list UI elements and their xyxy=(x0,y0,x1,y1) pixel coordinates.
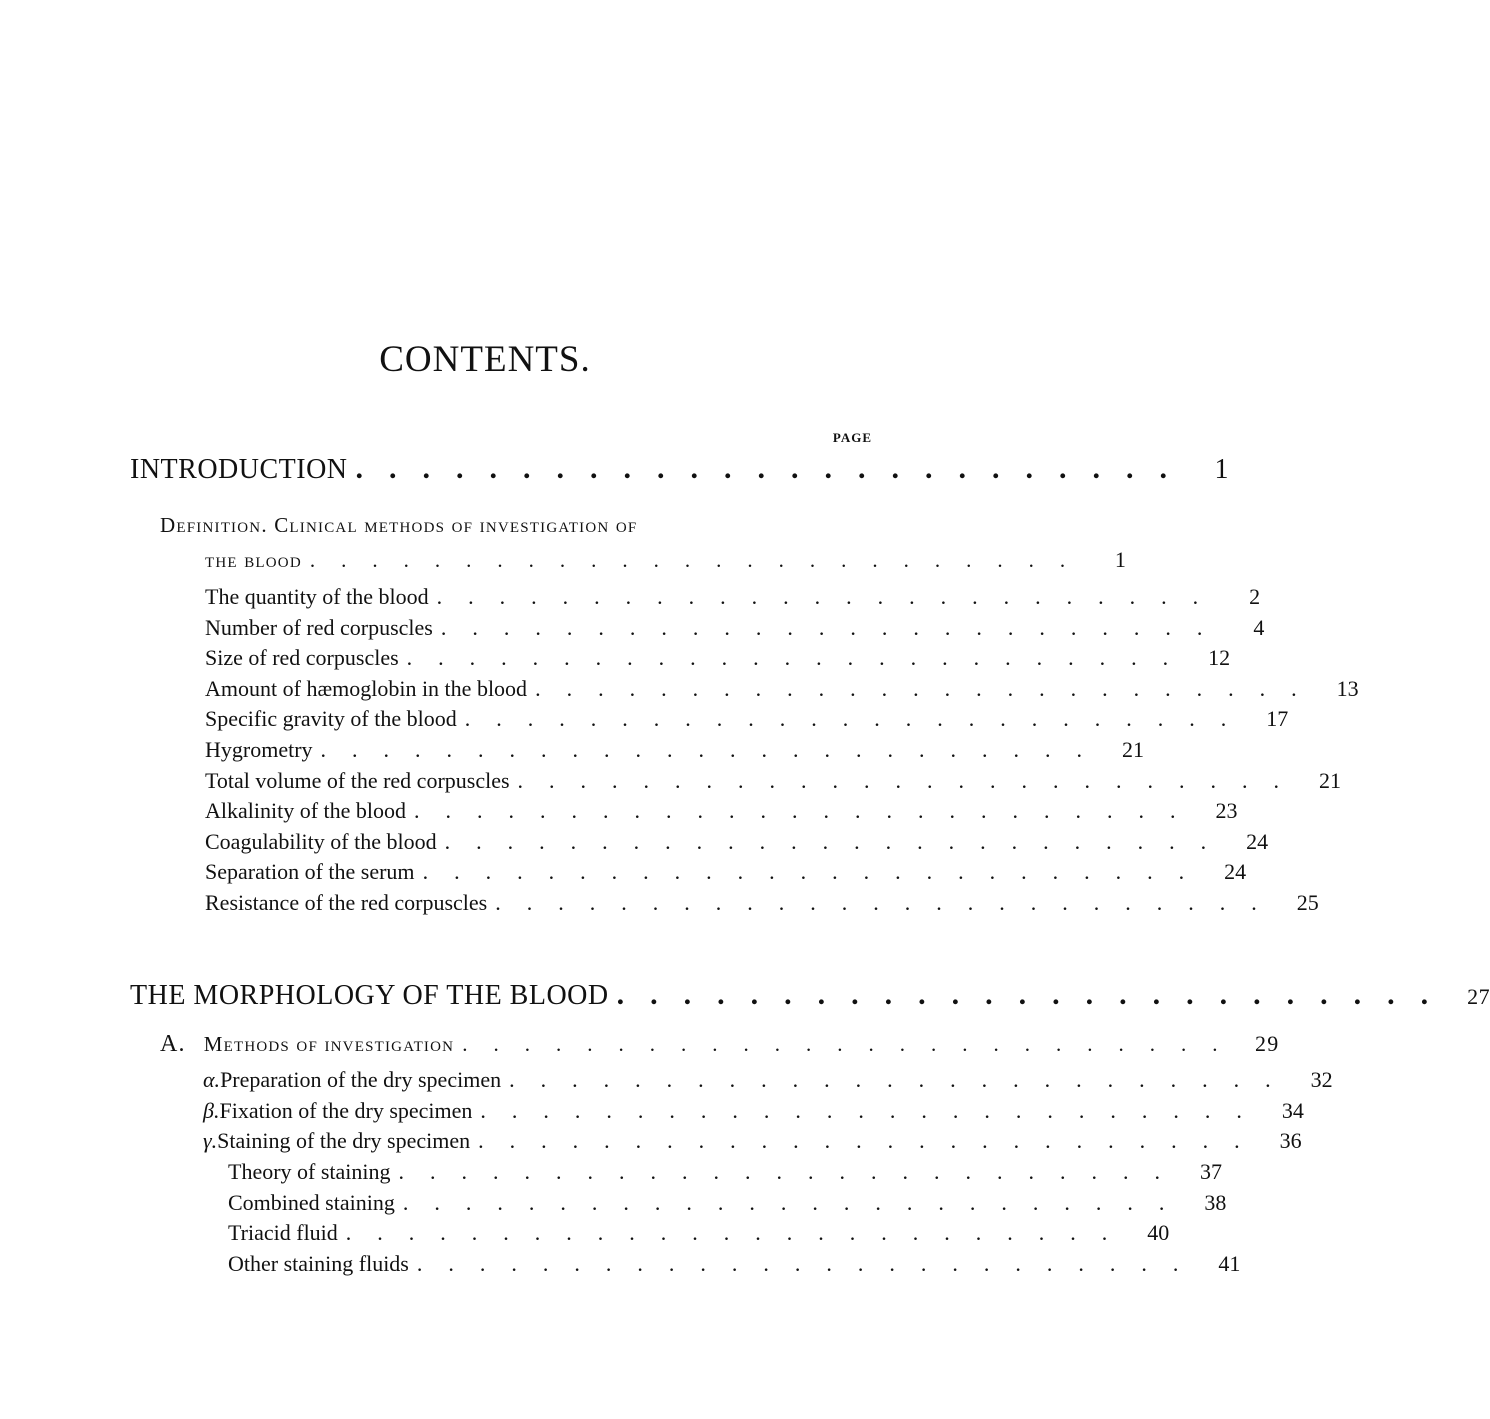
toc-entry-page: 34 xyxy=(1281,1097,1304,1123)
toc-entry-definition-line1: Definition. Clinical methods of investigation of xyxy=(160,513,638,537)
toc-entry[interactable] xyxy=(205,890,1319,916)
toc-entry[interactable] xyxy=(205,706,1289,732)
toc-entry[interactable] xyxy=(205,798,1238,824)
page-title: CONTENTS. xyxy=(379,339,591,380)
toc-entry[interactable] xyxy=(205,828,1269,855)
toc-entry-page: 32 xyxy=(1310,1067,1333,1092)
toc-entry-page: 37 xyxy=(1200,1159,1223,1184)
dot-leader: ......................... xyxy=(416,1250,1205,1276)
toc-entry-page: 41 xyxy=(1218,1250,1241,1276)
toc-entry-label: THE MORPHOLOGY OF THE BLOOD xyxy=(130,980,609,1011)
toc-entry-label: Separation of the serum xyxy=(205,859,415,885)
toc-entry[interactable] xyxy=(205,859,1247,885)
toc-entry-label: Combined staining xyxy=(228,1189,395,1215)
toc-entry-page: 4 xyxy=(1253,614,1265,640)
toc-entry[interactable] xyxy=(228,1250,1241,1277)
toc-entry-label: Number of red corpuscles xyxy=(205,614,433,640)
dot-leader: ......................... xyxy=(535,675,1323,701)
toc-entry-page: 21 xyxy=(1122,737,1145,762)
toc-entry-prefix: γ. xyxy=(203,1128,218,1154)
toc-entry[interactable] xyxy=(228,1220,1170,1246)
toc-entry-page: 40 xyxy=(1147,1220,1170,1246)
toc-entry-label: Other staining fluids xyxy=(228,1250,409,1276)
dot-leader: ......................... xyxy=(355,452,1194,485)
dot-leader: ......................... xyxy=(402,1189,1191,1215)
toc-entry-page: 38 xyxy=(1204,1189,1227,1215)
toc-entry-page: 21 xyxy=(1319,767,1342,793)
toc-entry-label: Hygrometry xyxy=(205,737,313,762)
toc-entry[interactable] xyxy=(205,767,1342,794)
toc-entry[interactable] xyxy=(205,584,1261,610)
toc-entry-label: Staining of the dry specimen xyxy=(217,1128,471,1154)
dot-leader: ......................... xyxy=(509,1067,1297,1092)
toc-entry-page: 1 xyxy=(1214,454,1230,485)
toc-entry[interactable] xyxy=(205,645,1231,671)
toc-entry-label: Amount of hæmoglobin in the blood xyxy=(205,675,528,701)
toc-entry-page: 13 xyxy=(1336,675,1359,701)
toc-entry-page: 24 xyxy=(1224,859,1247,885)
dot-leader: ......................... xyxy=(422,859,1211,885)
dot-leader: ......................... xyxy=(309,548,1092,572)
dot-leader: ......................... xyxy=(436,584,1225,609)
toc-entry[interactable] xyxy=(203,1067,1333,1093)
toc-entry-label: Specific gravity of the blood xyxy=(205,706,457,732)
toc-entry-prefix: β. xyxy=(203,1097,220,1123)
toc-entry-page: 25 xyxy=(1296,890,1319,915)
page-column-label: PAGE xyxy=(832,430,872,445)
toc-entry-label: Fixation of the dry specimen xyxy=(219,1097,473,1123)
toc-entry-prefix: α. xyxy=(203,1067,221,1092)
dot-leader: ......................... xyxy=(320,737,1109,762)
toc-entry-page: 17 xyxy=(1266,706,1289,732)
dot-leader: ......................... xyxy=(517,767,1306,793)
toc-entry[interactable] xyxy=(203,1128,1302,1154)
toc-entry[interactable] xyxy=(205,737,1145,763)
toc-entry-label: Total volume of the red corpuscles xyxy=(205,767,510,793)
toc-entry-label: Triacid fluid xyxy=(228,1220,338,1246)
toc-entry-label: Theory of staining xyxy=(228,1159,391,1184)
toc-entry-morphology[interactable] xyxy=(130,978,1490,1012)
toc-entry[interactable] xyxy=(205,614,1265,641)
toc-entry-label: The quantity of the blood xyxy=(205,584,429,609)
toc-entry-definition[interactable] xyxy=(205,547,1128,573)
toc-entry-label: the blood xyxy=(205,548,302,572)
dot-leader: ......................... xyxy=(414,798,1202,824)
toc-entry-page: 1 xyxy=(1114,547,1128,572)
dot-leader: ......................... xyxy=(478,1128,1266,1154)
dot-leader: ......................... xyxy=(480,1097,1268,1123)
toc-entry-methods[interactable] xyxy=(160,1031,1280,1058)
dot-leader: ......................... xyxy=(495,890,1283,915)
toc-entry-label: Alkalinity of the blood xyxy=(205,798,407,824)
dot-leader: ......................... xyxy=(398,1159,1187,1184)
toc-entry-page: 24 xyxy=(1246,828,1269,854)
dot-leader: ......................... xyxy=(444,828,1233,854)
toc-entry-page: 2 xyxy=(1249,584,1261,609)
dot-leader: ......................... xyxy=(464,706,1253,732)
toc-entry-introduction[interactable] xyxy=(130,452,1230,486)
toc-entry[interactable] xyxy=(228,1189,1227,1216)
dot-leader: ......................... xyxy=(440,614,1229,640)
dot-leader: ......................... xyxy=(406,645,1195,671)
toc-entry-page: 27 xyxy=(1467,984,1490,1009)
dot-leader: ......................... xyxy=(462,1032,1244,1056)
toc-entry[interactable] xyxy=(228,1159,1223,1185)
dot-leader: ......................... xyxy=(345,1220,1134,1246)
toc-entry-label: Size of red corpuscles xyxy=(205,645,399,671)
toc-entry-page: 36 xyxy=(1279,1128,1302,1154)
toc-entry-page: 29 xyxy=(1255,1031,1280,1056)
toc-entry-page: 12 xyxy=(1208,645,1231,671)
dot-leader: ......................... xyxy=(616,978,1455,1011)
toc-entry-label: Preparation of the dry specimen xyxy=(220,1067,502,1092)
toc-entry[interactable] xyxy=(203,1097,1304,1124)
toc-entry-label: Resistance of the red corpuscles xyxy=(205,890,488,915)
toc-entry-label: Methods of investigation xyxy=(203,1032,455,1056)
toc-entry[interactable] xyxy=(205,675,1359,702)
toc-entry-label: Coagulability of the blood xyxy=(205,828,437,854)
toc-entry-prefix: A. xyxy=(160,1031,186,1057)
toc-entry-page: 23 xyxy=(1215,798,1238,824)
toc-entry-label: INTRODUCTION xyxy=(130,454,348,485)
